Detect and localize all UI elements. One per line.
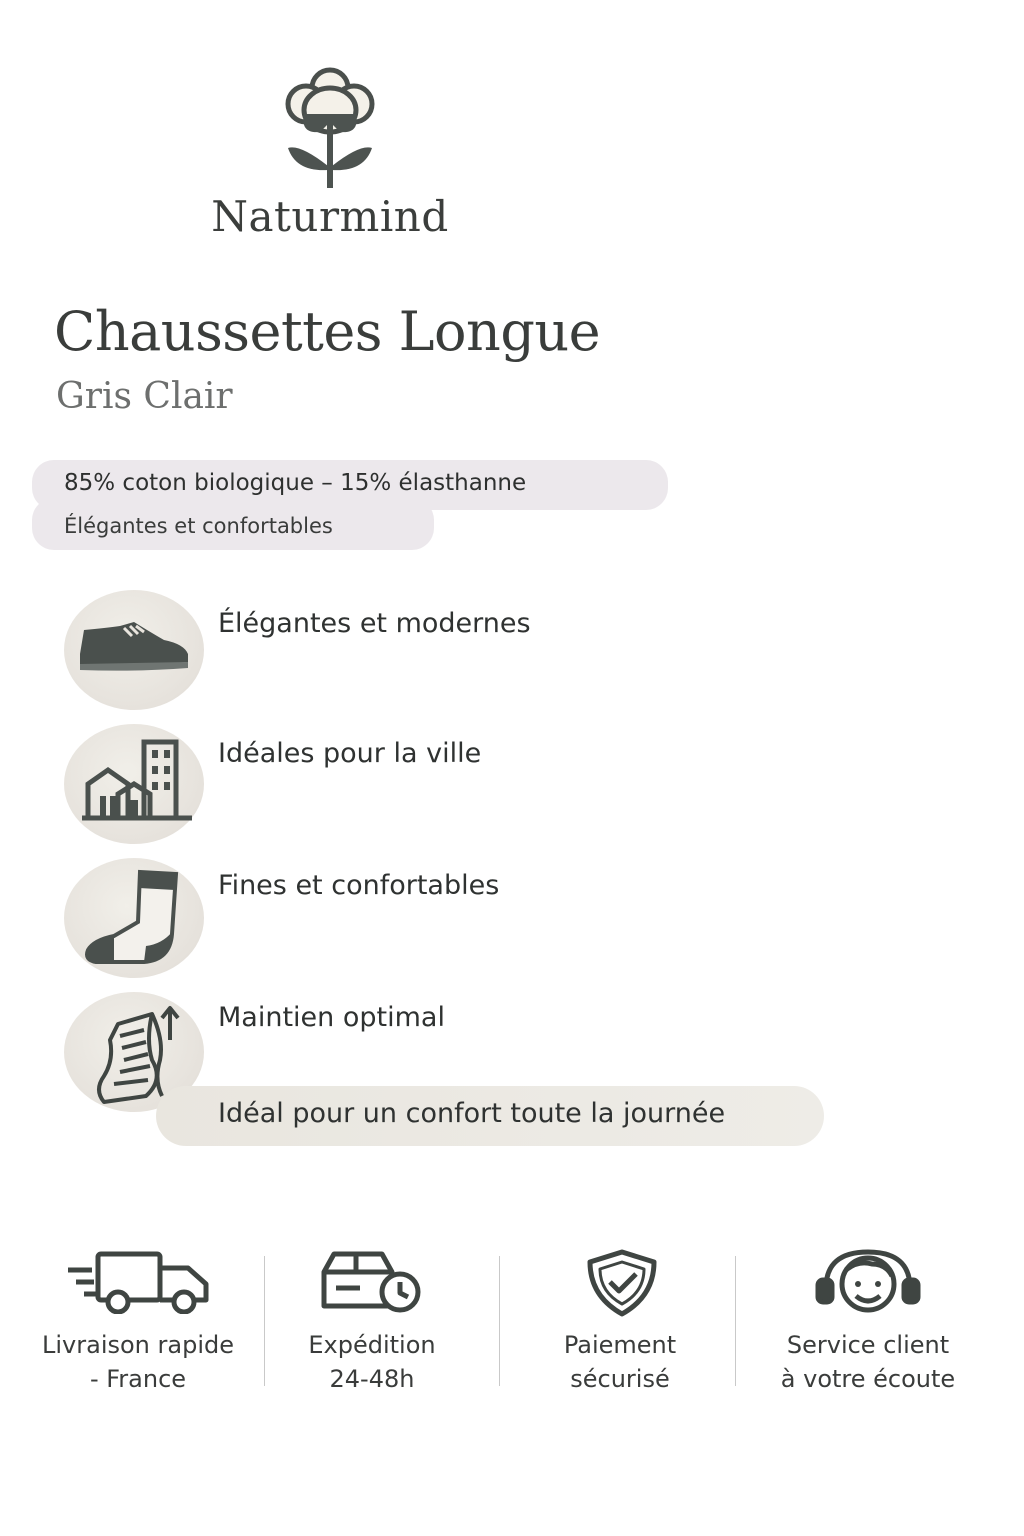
feature-label: Fines et confortables — [218, 870, 500, 901]
delivery-truck-icon — [68, 1248, 214, 1314]
shoe-icon — [76, 618, 194, 682]
shipping-box-clock-icon — [320, 1248, 424, 1314]
composition-text: 85% coton biologique – 15% élasthanne — [64, 470, 527, 496]
tagline-text: Élégantes et confortables — [64, 514, 333, 538]
service-item-support — [748, 1328, 988, 1396]
product-title: Chaussettes Longue — [54, 300, 601, 363]
feature-label: Idéales pour la ville — [218, 738, 482, 769]
service-line: sécurisé — [570, 1365, 670, 1393]
service-line: - France — [89, 1365, 187, 1393]
service-line: Livraison rapide — [42, 1331, 234, 1359]
city-buildings-icon — [82, 738, 194, 822]
service-item-shipping — [252, 1328, 492, 1396]
service-line: 24-48h — [329, 1365, 415, 1393]
service-line: Service client — [786, 1331, 950, 1359]
service-line: Paiement — [563, 1331, 677, 1359]
secure-shield-icon — [584, 1248, 660, 1318]
product-color-name: Gris Clair — [56, 376, 233, 417]
feature-label: Maintien optimal — [218, 1002, 445, 1033]
brand-name: Naturmind — [211, 192, 449, 241]
customer-service-headset-icon — [812, 1248, 924, 1318]
feature-label: Élégantes et modernes — [218, 608, 531, 639]
service-line: Expédition — [308, 1331, 436, 1359]
service-item-delivery — [18, 1328, 258, 1396]
service-item-payment — [500, 1328, 740, 1396]
service-divider — [735, 1256, 736, 1386]
feature-note: Idéal pour un confort toute la journée — [218, 1098, 726, 1129]
sock-icon — [84, 866, 184, 966]
service-line: à votre écoute — [780, 1365, 956, 1393]
cotton-flower-logo-icon — [270, 62, 390, 192]
